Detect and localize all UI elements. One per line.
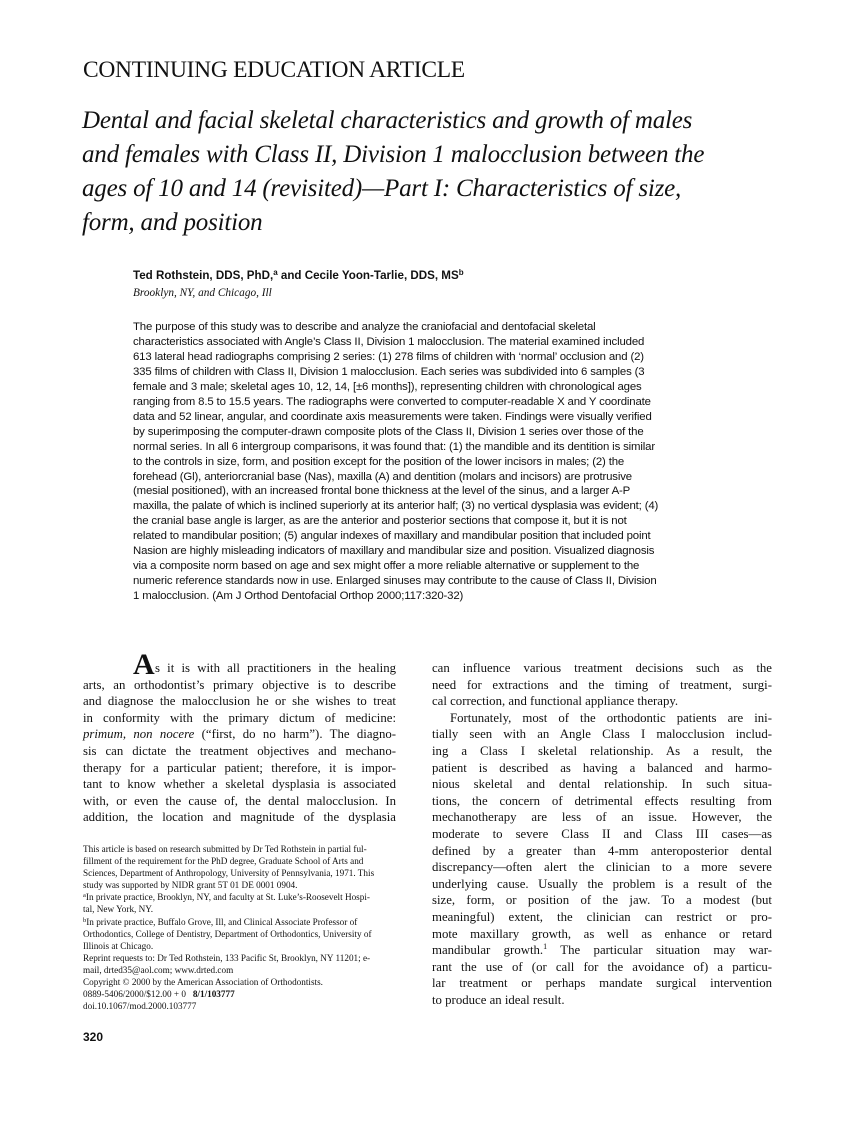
copyright-line: Copyright © 2000 by the American Association of Orthodontists. (83, 977, 323, 988)
footnote-text: In private practice, Brooklyn, NY, and faculty at St. Luke’s-Roosevelt Hospi- (85, 892, 370, 903)
issn-line (83, 988, 399, 1000)
abstract-line: data and 52 linear, angular, and coordinate axis measurements were taken. Findings were visually verified (133, 410, 652, 423)
doi-line: doi.10.1067/mod.2000.103777 (83, 1001, 197, 1012)
issn: 0889-5406/2000/$12.00 + 0 (83, 989, 186, 1000)
title-line: form, and position (82, 209, 263, 236)
footnote-a (83, 891, 399, 903)
body-line: need for extractions and the timing of treatment, surgi- (432, 677, 772, 692)
abstract-line: 1 malocclusion. (Am J Orthod Dentofacial Orthop 2000;117:320-32) (133, 590, 464, 603)
body-line-rest: (“first, do no harm”). The diagno- (194, 727, 396, 742)
latin-phrase: primum, non nocere (83, 727, 195, 742)
title-line: ages of 10 and 14 (revisited)—Part I: Characteristics of size, (82, 175, 682, 202)
article-title (82, 104, 782, 240)
body-text: The particular situation may war- (547, 943, 773, 958)
abstract-line: by superimposing the computer-drawn composite plots of the Class II, Division 1 series over those of the (133, 425, 644, 438)
body-line: in conformity with the primary dictum of medicine: (83, 710, 396, 725)
body-line: with, or even the cause of, the dental malocclusion. In (83, 793, 396, 808)
abstract-line: numeric reference standards now in use. Enlarged sinuses may contribute to the cause of Class II, Division (133, 575, 657, 588)
abstract-line: female and 3 male; skeletal ages 10, 12, 14, [±6 months]), representing children with chronological ages (133, 380, 642, 393)
body-line: rant the use of (or call for the avoidance of) a particu- (432, 959, 772, 974)
body-line: and diagnose the malocclusion he or she wishes to treat (83, 694, 396, 709)
author-list (133, 269, 464, 282)
footnote-line: Illinois at Chicago. (83, 940, 154, 951)
reference-marker[interactable]: 1 (543, 942, 548, 952)
footnote-line: This article is based on research submitted by Dr Ted Rothstein in partial ful- (83, 844, 367, 854)
body-line: mechanotherapy are less of an issue. However, the (432, 810, 772, 825)
footnote-b (83, 916, 399, 928)
author-conjunction: and (277, 269, 305, 282)
abstract-line: forehead (Gl), anteriorcranial base (Nas), maxilla (A) and dentition (molars and incisors) are protrusive (133, 470, 632, 483)
body-line: cal correction, and functional appliance therapy. (432, 694, 679, 709)
abstract-line: maxilla, the palate of which is inclined superiorly at its anterior half; (3) no vertical dysplasia was evident; (4) (133, 500, 659, 513)
body-line: patient is described as having a balanced and harmo- (432, 760, 772, 775)
abstract-line: (mesial positioned), with an increased frontal bone thickness at the level of the sinus, and a larger A-P (133, 485, 631, 498)
abstract-line: 335 films of children with Class II, Division 1 malocclusion. Each series was subdivided into 6 samples (3 (133, 365, 645, 378)
body-line: arts, an orthodontist’s primary objective is to describe (83, 677, 396, 692)
title-line: Dental and facial skeletal characteristics and growth of males (82, 107, 693, 134)
abstract (133, 320, 773, 604)
abstract-line: related to mandibular position; (5) angular indexes of maxillary and mandibular position that included point (133, 530, 651, 543)
body-line: nious skeletal and dental relationship. In such situa- (432, 777, 772, 792)
reprint-line: Reprint requests to: Dr Ted Rothstein, 133 Pacific St, Brooklyn, NY 11201; e- (83, 952, 371, 963)
abstract-line: The purpose of this study was to describe and analyze the craniofacial and dentofacial skeletal (133, 321, 596, 333)
body-line: therapy for a particular patient; therefore, it is impor- (83, 760, 396, 775)
body-line: defined by a greater than 4-mm anteroposterior dental (432, 843, 772, 858)
article-code: 8/1/103777 (192, 989, 235, 1000)
section-label: CONTINUING EDUCATION ARTICLE (83, 57, 465, 83)
footnote-line: study was supported by NIDR grant 5T 01 DE 0001 0904. (83, 880, 298, 891)
body-column-right (432, 660, 772, 1008)
intro-first-line (83, 648, 396, 681)
intro-first-line-text: s it is with all practitioners in the healing (155, 661, 396, 675)
abstract-line: normal series. In all 6 intergroup comparisons, it was found that: (1) the mandible and its dentition is similar (133, 440, 655, 453)
body-line: tially seen with an Angle Class I malocclusion includ- (432, 727, 772, 742)
reprint-line: mail, drted35@aol.com; www.drted.com (83, 964, 234, 975)
body-line: sis can dictate the treatment objectives and mechano- (83, 743, 396, 758)
footnote-line: tal, New York, NY. (83, 904, 154, 915)
body-line: addition, the location and magnitude of the dysplasia (83, 810, 396, 825)
body-line: ing a Class I skeletal relationship. As a result, the (432, 743, 772, 758)
footnote-text: In private practice, Buffalo Grove, Ill, and Clinical Associate Professor of (86, 916, 358, 927)
body-line: discrepancy—often alert the clinician to a more severe (432, 860, 772, 875)
body-line: tions, the concern of detrimental effects resulting from (432, 793, 772, 808)
body-line: mote maxillary growth, as well as enhance or retard (432, 926, 772, 941)
drop-cap: A (133, 648, 155, 681)
abstract-line: via a composite norm based on age and sex might offer a more reliable alternative or supplement to the (133, 560, 640, 573)
body-line: tant to know whether a skeletal dysplasia is associated (83, 777, 396, 792)
abstract-line: 613 lateral head radiographs comprising 2 series: (1) 278 films of children with ‘normal’ occlusion and (2) (133, 350, 644, 363)
body-line: size, form, or position of the jaw. To a modest (but (432, 893, 772, 908)
body-line: meaningful) extent, the clinician can restrict or pro- (432, 909, 772, 924)
affiliation-marker: b (458, 268, 464, 277)
footnote-line: Orthodontics, College of Dentistry, Department of Orthodontics, University of (83, 928, 372, 939)
footnote-marker: b (83, 916, 87, 924)
footnote-line: Sciences, Department of Anthropology, University of Pennsylvania, 1971. This (83, 868, 375, 879)
body-line: moderate to severe Class II and Class III cases—as (432, 826, 772, 841)
abstract-line: the cranial base angle is larger, as are the anterior and posterior sections that compose it, but it is not (133, 515, 627, 528)
footnote-line: fillment of the requirement for the PhD degree, Graduate School of Arts and (83, 856, 364, 867)
body-line-latin (83, 726, 396, 743)
page-number: 320 (83, 1030, 104, 1044)
abstract-line: ranging from 8.5 to 15.5 years. The radiographs were converted to computer-readable X and Y coordinate (133, 395, 651, 408)
body-line: to produce an ideal result. (432, 992, 565, 1007)
abstract-line: Nasion are highly misleading indicators of maxillary and mandibular size and position. Visualized diagnosis (133, 545, 655, 558)
body-line-with-reference (432, 942, 772, 959)
abstract-line: characteristics associated with Angle’s Class II, Division 1 malocclusion. The material examined included (133, 335, 645, 348)
author-name: Cecile Yoon-Tarlie, DDS, MS (304, 269, 459, 282)
body-line: Fortunately, most of the orthodontic patients are ini- (450, 710, 772, 725)
title-line: and females with Class II, Division 1 malocclusion between the (82, 141, 705, 168)
body-text: mandibular growth. (432, 943, 544, 958)
affiliation-marker: a (273, 268, 278, 277)
footnotes (83, 843, 399, 1012)
author-name: Ted Rothstein, DDS, PhD, (133, 269, 274, 282)
abstract-line: to the controls in size, form, and position except for the position of the lower incisors in males; (2) the (133, 455, 625, 468)
body-line: lar treatment or perhaps mandate surgical intervention (432, 976, 772, 991)
body-line: can influence various treatment decisions such as the (432, 661, 772, 675)
author-affiliation: Brooklyn, NY, and Chicago, Ill (133, 287, 272, 299)
body-line: underlying cause. Usually the problem is a result of the (432, 876, 772, 891)
footnote-marker: a (83, 892, 86, 900)
body-column-left (83, 648, 396, 826)
